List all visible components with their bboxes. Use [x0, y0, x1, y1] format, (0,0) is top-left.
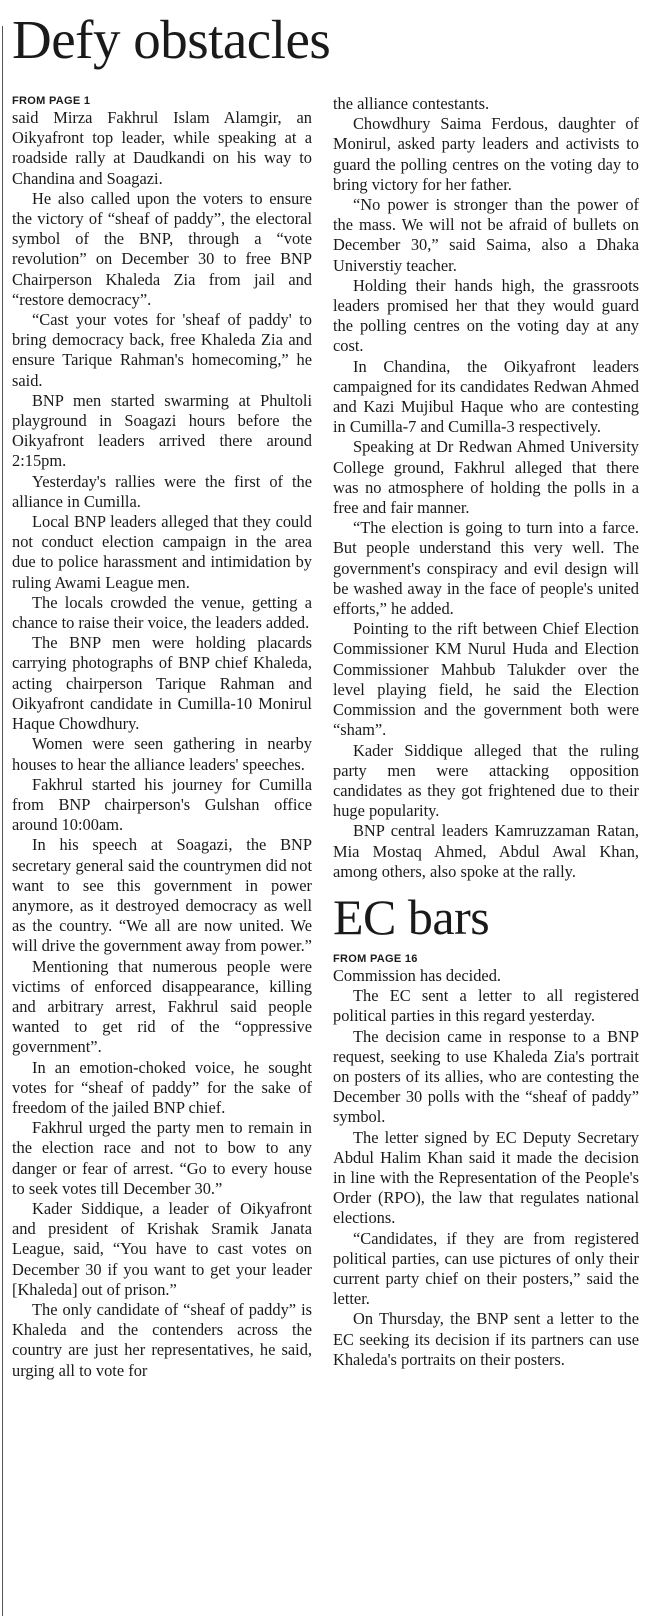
paragraph: Kader Siddique, a leader of Oikyafront and president of Krishak Sramik Janata League, said, “You have to cast votes on December 30 if you want to get your leader [Khaleda] out of prison.” — [12, 1198, 312, 1299]
kicker-from-page-16: FROM PAGE 16 — [333, 952, 418, 965]
paragraph: Mentioning that numerous people were victims of enforced disappearance, killing and arbitrary arrest, Fakhrul said people wanted to get rid of the “oppressive government”. — [12, 956, 312, 1057]
paragraph: Pointing to the rift between Chief Election Commissioner KM Nurul Huda and Election Commissioner Mahbub Talukder over the level playing field, he said the Election Commission and the government both were “sham”. — [333, 619, 639, 740]
article1-right-column — [333, 94, 639, 1370]
paragraph: The only candidate of “sheaf of paddy” is Khaleda and the contenders across the country are just her representatives, he said, urging all to vote for — [12, 1299, 312, 1380]
paragraph: said Mirza Fakhrul Islam Alamgir, an Oikyafront top leader, while speaking at a roadside rally at Daudkandi on his way to Chandina and Soagazi. — [12, 108, 312, 188]
paragraph: the alliance contestants. — [333, 94, 490, 113]
paragraph: BNP men started swarming at Phultoli playground in Soagazi hours before the Oikyafront leaders arrived there around 2:15pm. — [12, 390, 312, 471]
paragraph: He also called upon the voters to ensure the victory of “sheaf of paddy”, the electoral symbol of the BNP, through a “vote revolution” on December 30 to free BNP Chairperson Khaleda Zia from jail and “restore democracy”. — [12, 188, 312, 309]
paragraph: Holding their hands high, the grassroots leaders promised her that they would guard the polling centres on the voting day at any cost. — [333, 275, 639, 356]
paragraph: BNP central leaders Kamruzzaman Ratan, Mia Mostaq Ahmed, Abdul Awal Khan, among others, also spoke at the rally. — [333, 821, 639, 881]
headline-defy-obstacles: Defy obstacles — [12, 9, 331, 70]
paragraph: The locals crowded the venue, getting a chance to raise their voice, the leaders added. — [12, 592, 312, 633]
paragraph: In an emotion-choked voice, he sought votes for “sheaf of paddy” for the sake of freedom of the jailed BNP chief. — [12, 1057, 312, 1117]
article1-left-column — [12, 94, 312, 1381]
paragraph: “The election is going to turn into a farce. But people understand this very well. The government's conspiracy and evil design will be washed away in the face of people's united efforts,” he added. — [333, 518, 639, 619]
paragraph: Fakhrul urged the party men to remain in the election race and not to bow to any danger or fear of arrest. “Go to every house to seek votes till December 30.” — [12, 1118, 312, 1198]
paragraph: Local BNP leaders alleged that they could not conduct election campaign in the area due to police harassment and intimidation by ruling Awami League men. — [12, 512, 312, 592]
paragraph: Chowdhury Saima Ferdous, daughter of Monirul, asked party leaders and activists to guard the polling centres on the voting day to bring victory for her father. — [333, 114, 639, 194]
paragraph: Speaking at Dr Redwan Ahmed University College ground, Fakhrul alleged that there was no atmosphere of holding the polls in a free and fair manner. — [333, 437, 639, 518]
paragraph: In his speech at Soagazi, the BNP secretary general said the countrymen did not want to see this government in power anymore, as it destroyed democracy as well as the country. “We all are now united. We will drive the government away from power.” — [12, 835, 312, 956]
kicker-from-page-1: FROM PAGE 1 — [12, 95, 91, 107]
paragraph: On Thursday, the BNP sent a letter to the EC seeking its decision if its partners can use Khaleda's portraits on their posters. — [333, 1309, 639, 1369]
paragraph: The letter signed by EC Deputy Secretary Abdul Halim Khan said it made the decision in line with the Representation of the People's Order (RPO), the law that regulates national elections. — [333, 1127, 639, 1228]
paragraph: “Cast your votes for 'sheaf of paddy' to bring democracy back, free Khaleda Zia and ensure Tarique Rahman's homecoming,” he said. — [12, 310, 312, 390]
paragraph: The decision came in response to a BNP request, seeking to use Khaleda Zia's portrait on posters of its allies, who are contesting the December 30 polls with the “sheaf of paddy” symbol. — [333, 1026, 639, 1127]
paragraph: The BNP men were holding placards carrying photographs of BNP chief Khaleda, acting chairperson Tarique Rahman and Oikyafront candidate in Cumilla-10 Monirul Haque Chowdhury. — [12, 633, 312, 734]
paragraph: Yesterday's rallies were the first of the alliance in Cumilla. — [12, 471, 312, 511]
paragraph: The EC sent a letter to all registered political parties in this regard yesterday. — [333, 986, 639, 1026]
paragraph: In Chandina, the Oikyafront leaders campaigned for its candidates Redwan Ahmed and Kazi Mujibul Haque who are contesting in Cumilla-7 and Cumilla-3 respectively. — [333, 356, 639, 437]
paragraph: Kader Siddique alleged that the ruling party men were attacking opposition candidates as they got frightened due to their huge popularity. — [333, 740, 639, 821]
paragraph: Commission has decided. — [333, 965, 501, 985]
paragraph: Fakhrul started his journey for Cumilla from BNP chairperson's Gulshan office around 10:00am. — [12, 774, 312, 835]
headline-ec-bars: EC bars — [333, 888, 490, 945]
paragraph: “Candidates, if they are from registered political parties, can use pictures of only their current party chief on their posters,” said the letter. — [333, 1228, 639, 1309]
paragraph: “No power is stronger than the power of the mass. We will not be afraid of bullets on December 30,” said Saima, also a Dhaka Universtiy teacher. — [333, 195, 639, 275]
paragraph: Women were seen gathering in nearby houses to hear the alliance leaders' speeches. — [12, 734, 312, 774]
column-rule — [2, 26, 3, 1616]
